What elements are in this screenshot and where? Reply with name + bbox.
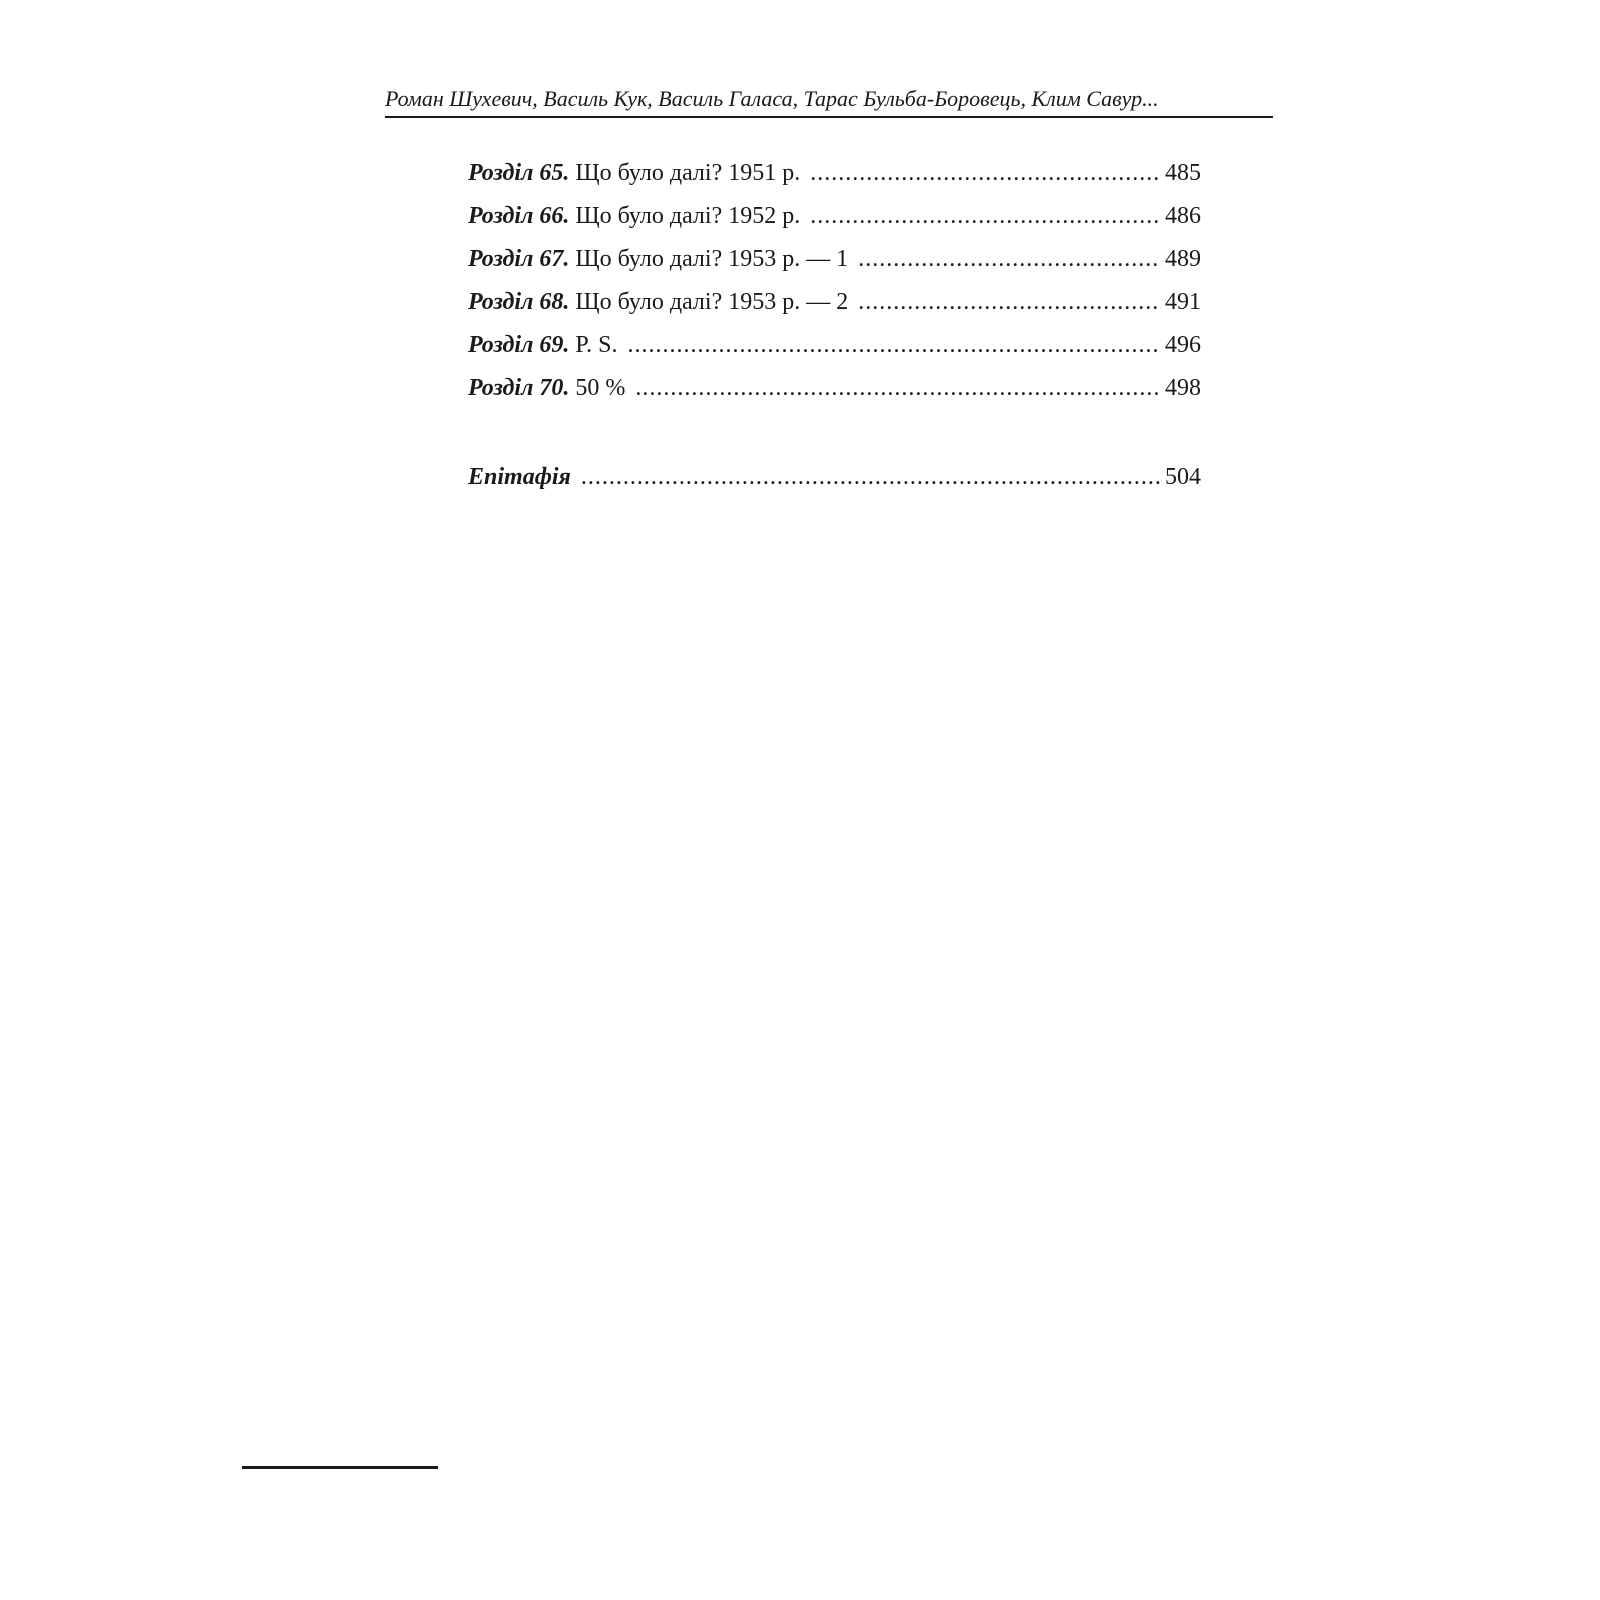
- page-number: 498: [1165, 375, 1201, 401]
- table-of-contents: [468, 152, 1201, 499]
- chapter-label: Розділ 65.: [468, 160, 570, 186]
- dot-leader: [581, 456, 1161, 499]
- page-number: 485: [1165, 160, 1201, 186]
- page-number: 486: [1165, 203, 1201, 229]
- toc-entry[interactable]: [468, 281, 1201, 324]
- chapter-label: Розділ 68.: [468, 289, 570, 315]
- chapter-label: Розділ 70.: [468, 375, 570, 401]
- page-number: 504: [1165, 464, 1201, 490]
- toc-entry-epitaph[interactable]: [468, 456, 1201, 499]
- footnote-separator: [242, 1466, 438, 1469]
- running-header-title: Роман Шухевич, Василь Кук, Василь Галаса, Тарас Бульба-Боровець, Клим Савур...: [385, 86, 1159, 111]
- page-number: 489: [1165, 246, 1201, 272]
- chapter-title: Що було далі? 1951 р.: [575, 160, 801, 186]
- dot-leader: [635, 367, 1161, 410]
- page-number: 491: [1165, 289, 1201, 315]
- toc-entry[interactable]: [468, 152, 1201, 195]
- epitaph-label: Епітафія: [468, 464, 571, 490]
- toc-entry[interactable]: [468, 324, 1201, 367]
- running-header: [385, 84, 1273, 118]
- dot-leader: [858, 238, 1161, 281]
- chapter-title: Що було далі? 1953 р. — 1: [575, 246, 849, 272]
- page-number: 496: [1165, 332, 1201, 358]
- dot-leader: [627, 324, 1161, 367]
- chapter-title: 50 %: [575, 375, 626, 401]
- chapter-label: Розділ 67.: [468, 246, 570, 272]
- toc-entry[interactable]: [468, 367, 1201, 410]
- toc-entry[interactable]: [468, 238, 1201, 281]
- toc-entry[interactable]: [468, 195, 1201, 238]
- dot-leader: [858, 281, 1161, 324]
- chapter-title: Що було далі? 1953 р. — 2: [575, 289, 849, 315]
- dot-leader: [810, 152, 1161, 195]
- dot-leader: [810, 195, 1161, 238]
- chapter-title: P. S.: [575, 332, 618, 358]
- chapter-label: Розділ 69.: [468, 332, 570, 358]
- chapter-label: Розділ 66.: [468, 203, 570, 229]
- chapter-title: Що було далі? 1952 р.: [575, 203, 801, 229]
